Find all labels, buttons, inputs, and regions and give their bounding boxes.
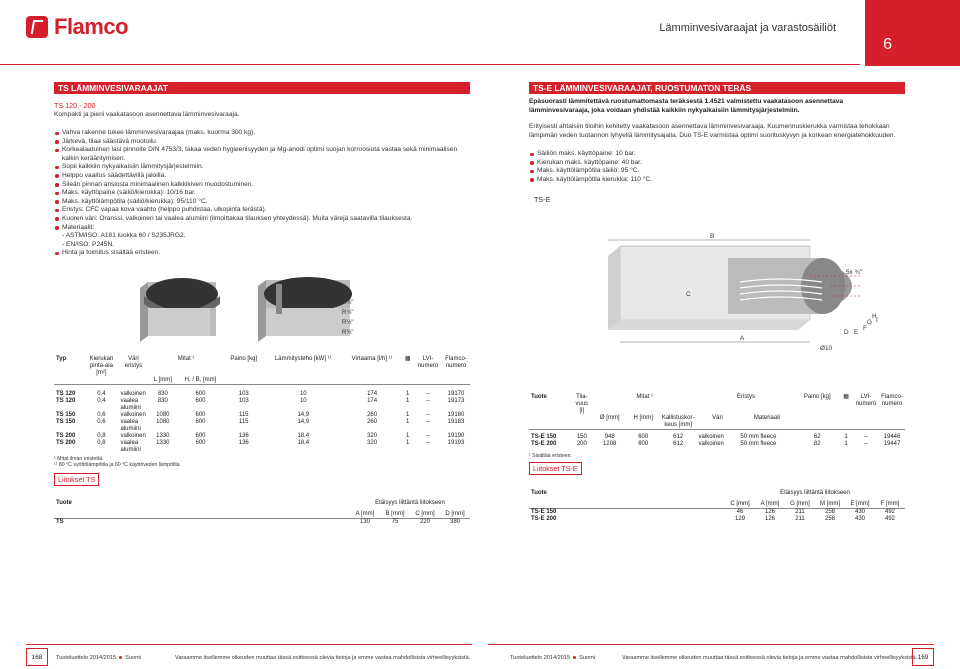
tse-table-note: ¹ Sisältää eristeen.	[529, 453, 572, 459]
table-row: TS-E 200 200 1208 600 612 valkoinen 50 mm fleece 82 1 – 19447	[531, 440, 901, 447]
col-subheader: H [mm]	[627, 415, 660, 430]
bullet: Maks. käyttöpaine (säiliö/kierukka): 10/16 bar.	[54, 189, 470, 198]
footnote: ¹¹ 80 °C syöttölämpötila ja 60 °C käyttöveden lämpötila.	[54, 462, 181, 469]
page-header	[0, 0, 960, 66]
table-row: TS 150 0,6 vaalea alumiini 1080 600 115 14,9 260 1 – 19183	[56, 418, 465, 432]
col-header: Mitat ¹	[636, 394, 654, 400]
footer-disclaimer-left: Varaamme itsellemme oikeuden muuttaa tässä esitteessä olevia tietoja ja emme vastaa mahdollisista virheellisyyksistä.	[175, 655, 471, 661]
attach-title-ts: Liitokset TS	[54, 473, 99, 486]
bullet: Kuoren väri: Oranssi, valkoinen tai vaalea alumiini (ilmoittakaa tilauksen yhteydessä). Muita värejä saatavilla tilauksesta.	[54, 215, 470, 224]
left-intro	[54, 102, 470, 119]
footer-right	[510, 655, 595, 661]
flamco-logo	[26, 14, 128, 40]
ts-tank-image-1	[140, 278, 220, 342]
diagram-label: G	[867, 319, 872, 326]
col-header: Tila-vuus [l]	[575, 394, 589, 414]
sub-title-ts: TS 120 - 200	[54, 101, 96, 110]
left-intro-text: Kompakti ja pieni vaakatasoon asennettava lämminvesivaraaja.	[54, 110, 240, 118]
ts-table-notes	[54, 456, 354, 469]
col-header: Tuote	[531, 490, 547, 496]
section-title-ts: TS LÄMMINVESIVARAAJAT	[54, 82, 470, 94]
footer-left	[56, 655, 141, 661]
header-divider	[0, 64, 860, 65]
bullet: Sopii kaikkiin nykyaikaisiin lämmitysjärjestelmiin.	[54, 163, 470, 172]
diagram-label: Ø10	[820, 345, 833, 352]
diagram-label: C	[332, 286, 337, 292]
table-row: TS-E 150 46 126 211 258 430 492	[531, 509, 895, 515]
table-row: TS 120 0,4 valkoinen 830 600 103 10 174 1 – 19170	[56, 390, 465, 397]
col-header: Paino [kg]	[803, 394, 831, 400]
tse-tank-cutaway	[728, 258, 852, 314]
bullet: Vahva rakenne tukee lämminvesivaraajaa (maks. kuorma 300 kg).	[54, 129, 470, 138]
col-header: Paino [kg]	[230, 356, 258, 362]
col-subheader: D [mm]	[440, 511, 470, 519]
col-header: Typ	[56, 356, 67, 362]
col-subheader: M [mm]	[815, 501, 845, 509]
col-header: Etäisyys liittäntä liitokseen	[780, 490, 850, 496]
footer-catalog: Tuoteluettelo 2014/2015	[56, 655, 117, 661]
brand-name: Flamco	[54, 14, 129, 39]
bullet: Maks. käyttölämpötila kierukka: 110 °C.	[529, 176, 905, 185]
material-item: - EN/ISO: P245N.	[62, 240, 115, 248]
col-subheader: A [mm]	[350, 511, 380, 519]
diagram-label: 5x ¾"	[846, 269, 863, 276]
material-item: - ASTM/ISO: A181 luokka 60 / S235JRG2.	[62, 232, 186, 240]
bullet: Säiliön maks. käyttöpaine: 10 bar.	[529, 150, 905, 159]
col-header: LVI-numero	[855, 394, 877, 407]
col-header: Mitat ¹	[177, 356, 195, 362]
footer-country: Suomi	[125, 655, 141, 661]
calc-icon: ▦	[843, 394, 849, 400]
bullet: Korkealaatuinen lasi pinnoite DIN 4753/3, takaa veden hygieenisyyden ja Mg-anodi optimi suojan korroosiota vastaa sekä minimaalisen kalkin kerääntymisen.	[54, 146, 470, 163]
footer-divider-right	[488, 644, 934, 645]
diagram-label: A	[740, 335, 745, 342]
diagram-label: I	[876, 317, 878, 324]
table-row: TS 130 75 220 380	[56, 519, 460, 525]
col-header: LVI-numero	[417, 356, 439, 369]
col-subheader: Materiaali	[738, 415, 795, 430]
col-subheader: G [mm]	[785, 501, 815, 509]
footer-disclaimer-right: Varaamme itsellemme oikeuden muuttaa tässä esitteessä olevia tietoja ja emme vastaa mahdollisista virheellisyyksistä.	[622, 655, 918, 661]
diagram-label: C	[686, 291, 691, 298]
bullet: Maks. käyttölämpötila säiliö: 95 °C.	[529, 167, 905, 176]
footer-divider-left	[26, 644, 472, 645]
bullet: Sileän pinnan ansiosta minimaalinen kalkkikiven muodostuminen.	[54, 181, 470, 190]
col-subheader: Ø [mm]	[593, 415, 627, 430]
bullet: Eristys: CFC vapaa kova vaahto (helppo puhdistaa, ulkopinta terästä).	[54, 206, 470, 215]
ts-tank-image-2	[258, 277, 352, 342]
bullet: Helppo vaaitus säädettävillä jaloilla.	[54, 172, 470, 181]
page-header-title: Lämminvesivaraajat ja varastosäiliöt	[659, 22, 836, 34]
chapter-tab	[865, 0, 960, 66]
table-row: TS-E 200 129 126 211 258 430 492	[531, 516, 895, 522]
diagram-label: R¾"	[342, 300, 354, 306]
col-subheader: C [mm]	[410, 511, 440, 519]
col-header: Tuote	[56, 500, 72, 506]
ts-product-images	[118, 274, 376, 346]
col-subheader: A [mm]	[755, 501, 785, 509]
table-row: TS 120 0,4 vaalea alumiini 830 600 103 10 174 1 – 19173	[56, 397, 465, 411]
right-sub-bold	[529, 98, 905, 115]
left-bullets	[54, 129, 470, 258]
section-title-tse: TS-E LÄMMINVESIVARAAJAT, RUOSTUMATON TERÄS	[529, 82, 905, 94]
footer-catalog: Tuoteluettelo 2014/2015	[510, 655, 571, 661]
col-subheader: Kallistuskor-keus [mm]	[661, 415, 695, 428]
col-subheader: F [mm]	[875, 501, 905, 509]
right-bullets	[529, 150, 905, 184]
col-subheader: C [mm]	[725, 501, 755, 509]
col-header: Väri eristys	[124, 356, 143, 369]
col-header: Flamco-numero	[881, 394, 903, 407]
col-header: Virtaama [l/h] ¹¹	[351, 356, 393, 362]
footer-country: Suomi	[579, 655, 595, 661]
diagram-label: E	[854, 329, 859, 336]
diagram-label: D	[844, 329, 849, 336]
tse-description-bold: Epäsuorasti lämmitettävä ruostumattomasta teräksestä 1.4521 valmistettu vaakatasoon asennettava lämminvesivaraaja, joka voidaan yhdistää kaikkiin nykyaikaisiin lämmitysjärjestelmiin.	[529, 98, 844, 114]
attach-title-tse: Liitokset TS-E	[529, 462, 582, 475]
bullet: Järkevä, tilaa säästävä muotoilu.	[54, 138, 470, 147]
diagram-label: B	[710, 233, 715, 240]
col-subheader: E [mm]	[845, 501, 875, 509]
calc-icon: ▦	[404, 356, 411, 362]
col-subheader: L [mm]	[148, 377, 177, 385]
col-header: Tuote	[531, 394, 547, 400]
ts-attach-table	[54, 500, 470, 526]
bullet: Materiaalit:	[54, 224, 470, 233]
page-number-left: 168	[26, 648, 48, 666]
bullet: Hinta ja toimitus sisältää eristeen.	[54, 249, 470, 258]
flamco-logo-icon	[26, 16, 48, 38]
footnote: ¹ Mitat ilman eristettä.	[54, 456, 104, 462]
diagram-label: R½"	[342, 320, 354, 326]
diagram-label: F	[863, 325, 867, 332]
bullet: Maks. käyttölämpötila (säiliö/kierukka): 95/110 °C.	[54, 198, 470, 207]
table-row: TS 200 0,8 vaalea alumiini 1330 600 136 18,4 320 1 – 19193	[56, 439, 465, 453]
col-header: Lämmitysteho [kW] ¹¹	[274, 356, 332, 362]
tse-product-image	[560, 230, 880, 356]
table-row: TS-E 150 150 948 600 612 valkoinen 50 mm fleece 62 1 – 19446	[531, 433, 901, 440]
tse-label: TS-E	[534, 195, 551, 204]
col-header: Flamco-numero	[445, 356, 467, 369]
col-header: Etäisyys liittäntä liitokseen	[375, 500, 445, 506]
page-number-right: 169	[912, 648, 934, 666]
table-row: TS 150 0,6 valkoinen 1080 600 115 14,9 260 1 – 19180	[56, 411, 465, 418]
col-header: Kierukan pinta-ala [m²]	[89, 356, 114, 376]
table-row: TS 200 0,8 valkoinen 1330 600 136 18,4 320 1 – 19190	[56, 432, 465, 439]
ts-spec-table	[54, 356, 470, 454]
col-subheader: H, / B, [mm]	[177, 377, 223, 385]
col-subheader: Väri	[697, 415, 739, 430]
chapter-number: 6	[883, 36, 892, 53]
diagram-label: R¾"	[342, 310, 354, 316]
col-subheader: B [mm]	[380, 511, 410, 519]
tse-attach-table	[529, 490, 905, 523]
tse-spec-table	[529, 394, 905, 448]
right-intro: Erityisesti ahtaisiin tiloihin kehitetty vaakatasoon asennettava lämminvesivaraaja. Kuumennuskierukka varmistaa tehokkaan lämpimän veden tuotannon lyhyellä lämmitysajalla. Duo TS-E varmistaa optimi suorituskyvyn ja korkean energiatehokkuuden.	[529, 123, 896, 139]
diagram-label: R¾"	[342, 330, 354, 336]
col-header: Eristys	[736, 394, 755, 400]
bullet: Kierukan maks. käyttöpaine: 40 bar.	[529, 159, 905, 168]
diagram-label: H	[872, 313, 877, 320]
